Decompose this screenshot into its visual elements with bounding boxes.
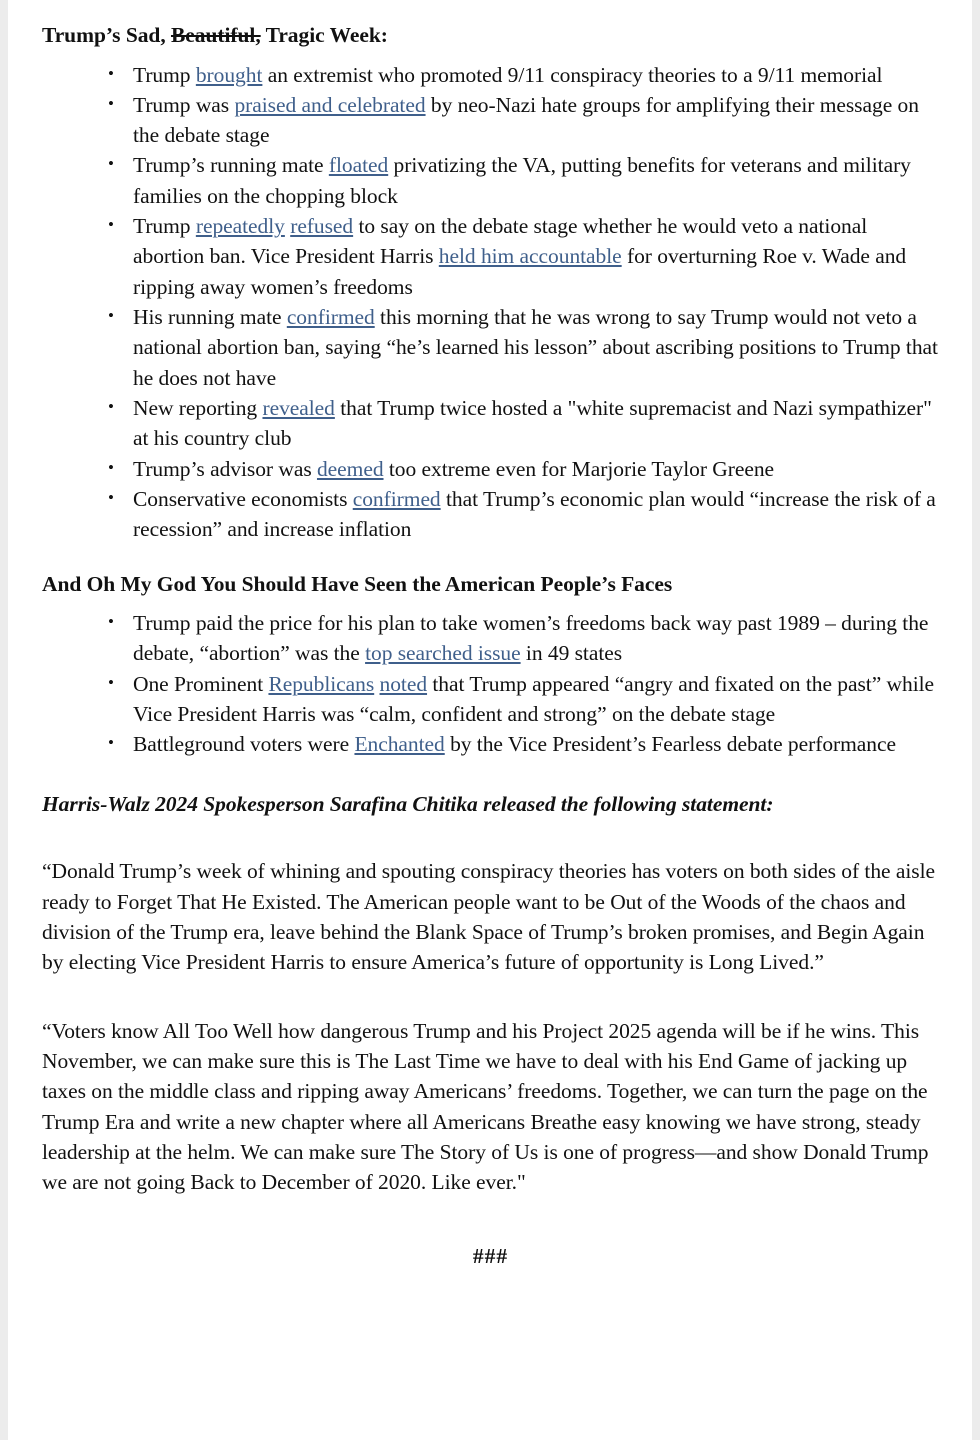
inline-link[interactable]: deemed xyxy=(316,456,384,481)
inline-link[interactable]: floated xyxy=(328,153,389,178)
inline-link[interactable]: praised and celebrated xyxy=(234,92,426,117)
inline-link[interactable]: repeatedly xyxy=(195,214,285,239)
list-item: • Trump’s advisor was deemed too extreme even for Marjorie Taylor Greene xyxy=(42,454,939,484)
inline-link[interactable]: Enchanted xyxy=(354,732,445,757)
heading-text-after: Tragic Week: xyxy=(260,23,388,47)
page-gutter-left xyxy=(0,0,8,1440)
inline-link[interactable]: Republicans xyxy=(268,671,375,696)
inline-link[interactable]: refused xyxy=(290,214,354,239)
statement-paragraph-1: “Donald Trump’s week of whining and spouting conspiracy theories has voters on both sides of the aisle ready to Forget That He Existed. The American people want to be Out of the Woods of the chaos and division of the Trump era, leave behind the Blank Space of Trump’s broken promises, and Begin Again by electing Vice President Harris to ensure America’s future of opportunity is Long Lived.” xyxy=(42,859,935,975)
statement-paragraph-2: “Voters know All Too Well how dangerous Trump and his Project 2025 agenda will be if he wins. This November, we can make sure this is The Last Time we have to deal with his End Game of jacking up taxes on the middle class and ripping away Americans’ freedoms. Together, we can turn the page on the Trump Era and write a new chapter where all Americans Breathe easy knowing we have strong, steady leadership at the helm. We can make sure The Story of Us is one of progress—and show Donald Trump we are not going Back to December of 2020. Like ever." xyxy=(42,1018,929,1195)
inline-link[interactable]: confirmed xyxy=(286,305,375,330)
document-page xyxy=(8,0,972,1440)
inline-link[interactable]: brought xyxy=(195,62,263,87)
list-item: • New reporting revealed that Trump twice hosted a "white supremacist and Nazi sympathizer" at his country club xyxy=(42,393,939,454)
inline-link[interactable]: noted xyxy=(379,671,428,696)
bullet-list-tragic-week xyxy=(42,60,939,545)
inline-link[interactable]: revealed xyxy=(262,395,335,420)
inline-link[interactable]: top searched issue xyxy=(365,641,521,666)
section-heading-tragic-week xyxy=(42,22,939,50)
page-gutter-right xyxy=(972,0,980,1440)
heading-text-struck: Beautiful, xyxy=(170,23,261,47)
statement-heading: Harris-Walz 2024 Spokesperson Sarafina Chitika released the following statement: xyxy=(42,791,774,816)
bullet-list-american-faces xyxy=(42,608,939,760)
list-item: • His running mate confirmed this morning that he was wrong to say Trump would not veto a national abortion ban, saying “he’s learned his lesson” about ascribing positions to Trump that he does not have xyxy=(42,302,939,393)
end-marks: ### xyxy=(472,1243,509,1268)
list-item: • Trump was praised and celebrated by neo-Nazi hate groups for amplifying their message on the debate stage xyxy=(42,90,939,151)
list-item: • Trump’s running mate floated privatizing the VA, putting benefits for veterans and military families on the chopping block xyxy=(42,150,939,211)
inline-link[interactable]: confirmed xyxy=(352,486,441,511)
inline-link[interactable]: held him accountable xyxy=(438,244,622,269)
list-item: • Conservative economists confirmed that Trump’s economic plan would “increase the risk of a recession” and increase inflation xyxy=(42,484,939,545)
list-item: • One Prominent Republicans noted that Trump appeared “angry and fixated on the past” while Vice President Harris was “calm, confident and strong” on the debate stage xyxy=(42,669,939,730)
list-item: • Battleground voters were Enchanted by the Vice President’s Fearless debate performance xyxy=(42,729,939,759)
section-heading-american-faces: And Oh My God You Should Have Seen the American People’s Faces xyxy=(42,571,673,596)
list-item: • Trump repeatedly refused to say on the debate stage whether he would veto a national abortion ban. Vice President Harris held him accountable for overturning Roe v. Wade and ripping away women’s freedoms xyxy=(42,211,939,302)
heading-text-before: Trump’s Sad, xyxy=(42,23,171,47)
list-item: • Trump paid the price for his plan to take women’s freedoms back way past 1989 – during the debate, “abortion” was the top searched issue in 49 states xyxy=(42,608,939,669)
list-item: • Trump brought an extremist who promoted 9/11 conspiracy theories to a 9/11 memorial xyxy=(42,60,939,90)
